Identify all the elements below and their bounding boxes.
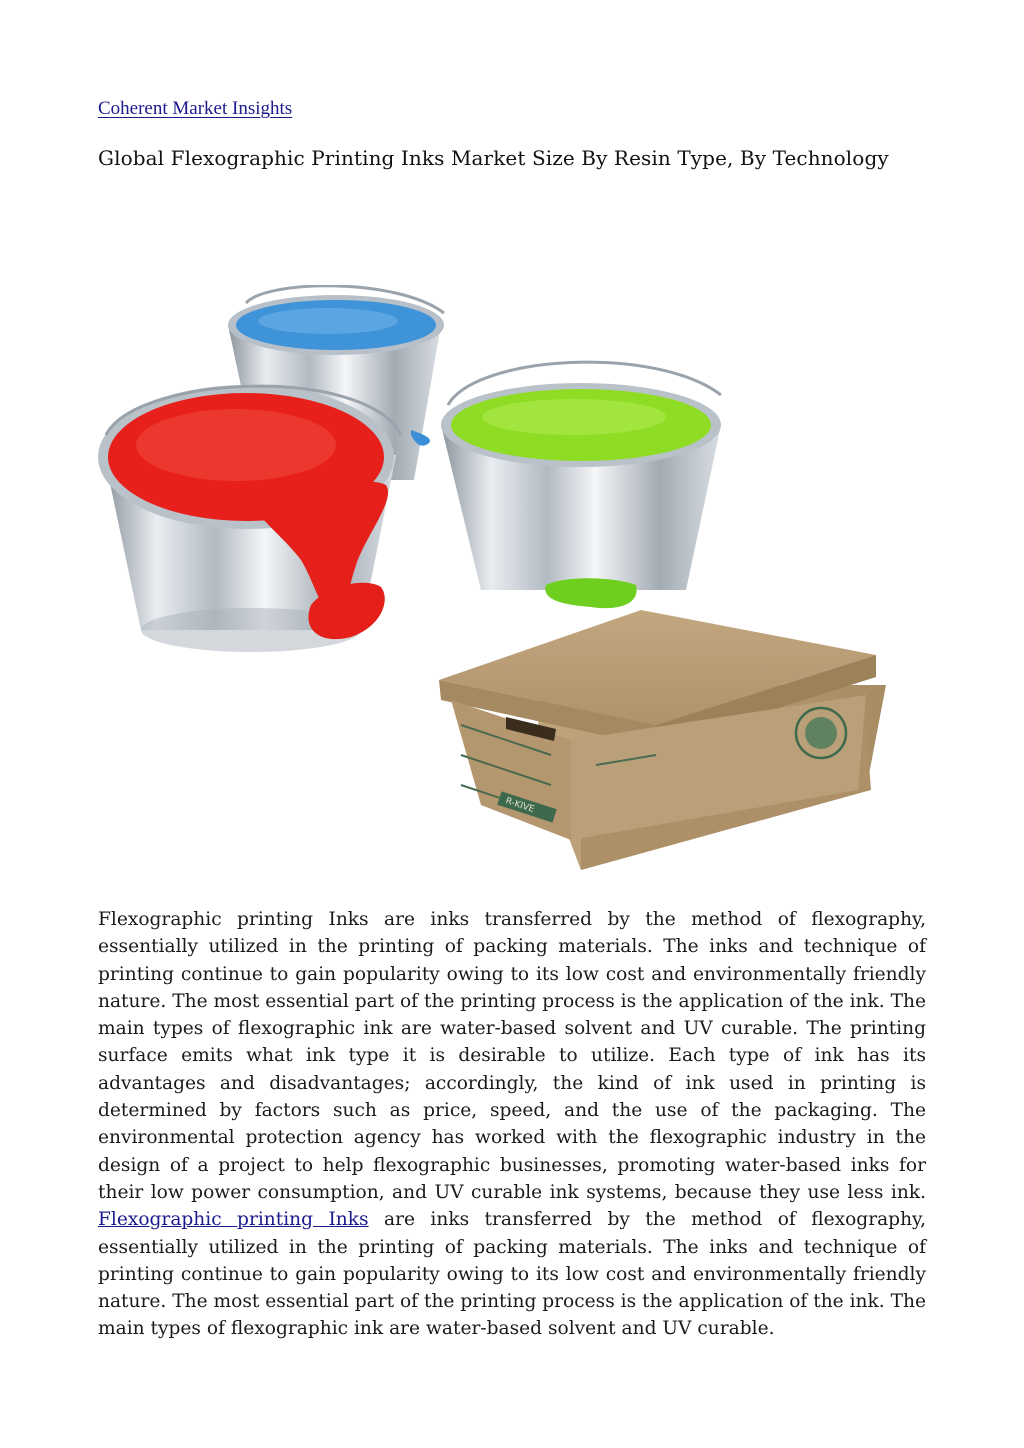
green-ink-bucket [441, 362, 721, 608]
red-ink-bucket [98, 385, 401, 652]
product-illustration [96, 285, 886, 885]
source-link[interactable]: Coherent Market Insights [98, 98, 293, 119]
article-paragraph-1: Flexographic printing Inks are inks transferred by the method of flexography, essentially utilized in the printing of packing materials. The inks and technique of printing continue to gain popularity owing to its low cost and environmentally friendly nature. The most essential part of the printing process is the application of the ink. The main types of flexographic ink are water-based solvent and UV curable. The printing surface emits what ink type it is desirable to utilize. Each type of ink has its advantages and disadvantages; accordingly, the kind of ink used in printing is determined by factors such as price, speed, and the use of the packaging. The environmental protection agency has worked with the flexographic industry in the design of a project to help flexographic businesses, promoting water-based inks for their low power consumption, and UV curable ink systems, because they use less ink. [98, 909, 926, 1203]
box-brand-label: R-KIVE [504, 796, 536, 816]
article-paragraph-2: are inks transferred by the method of flexography, essentially utilized in the printing of packing materials. The inks and technique of printing continue to gain popularity owing to its low cost and environmentally friendly nature. The most essential part of the printing process is the application of the ink. The main types of flexographic ink are water-based solvent and UV curable. [98, 1209, 926, 1340]
article-body [98, 906, 926, 1343]
flexographic-inks-link[interactable]: Flexographic printing Inks [98, 1209, 369, 1231]
document-title: Global Flexographic Printing Inks Market Size By Resin Type, By Technology [98, 146, 889, 170]
cardboard-archive-box [439, 610, 886, 870]
